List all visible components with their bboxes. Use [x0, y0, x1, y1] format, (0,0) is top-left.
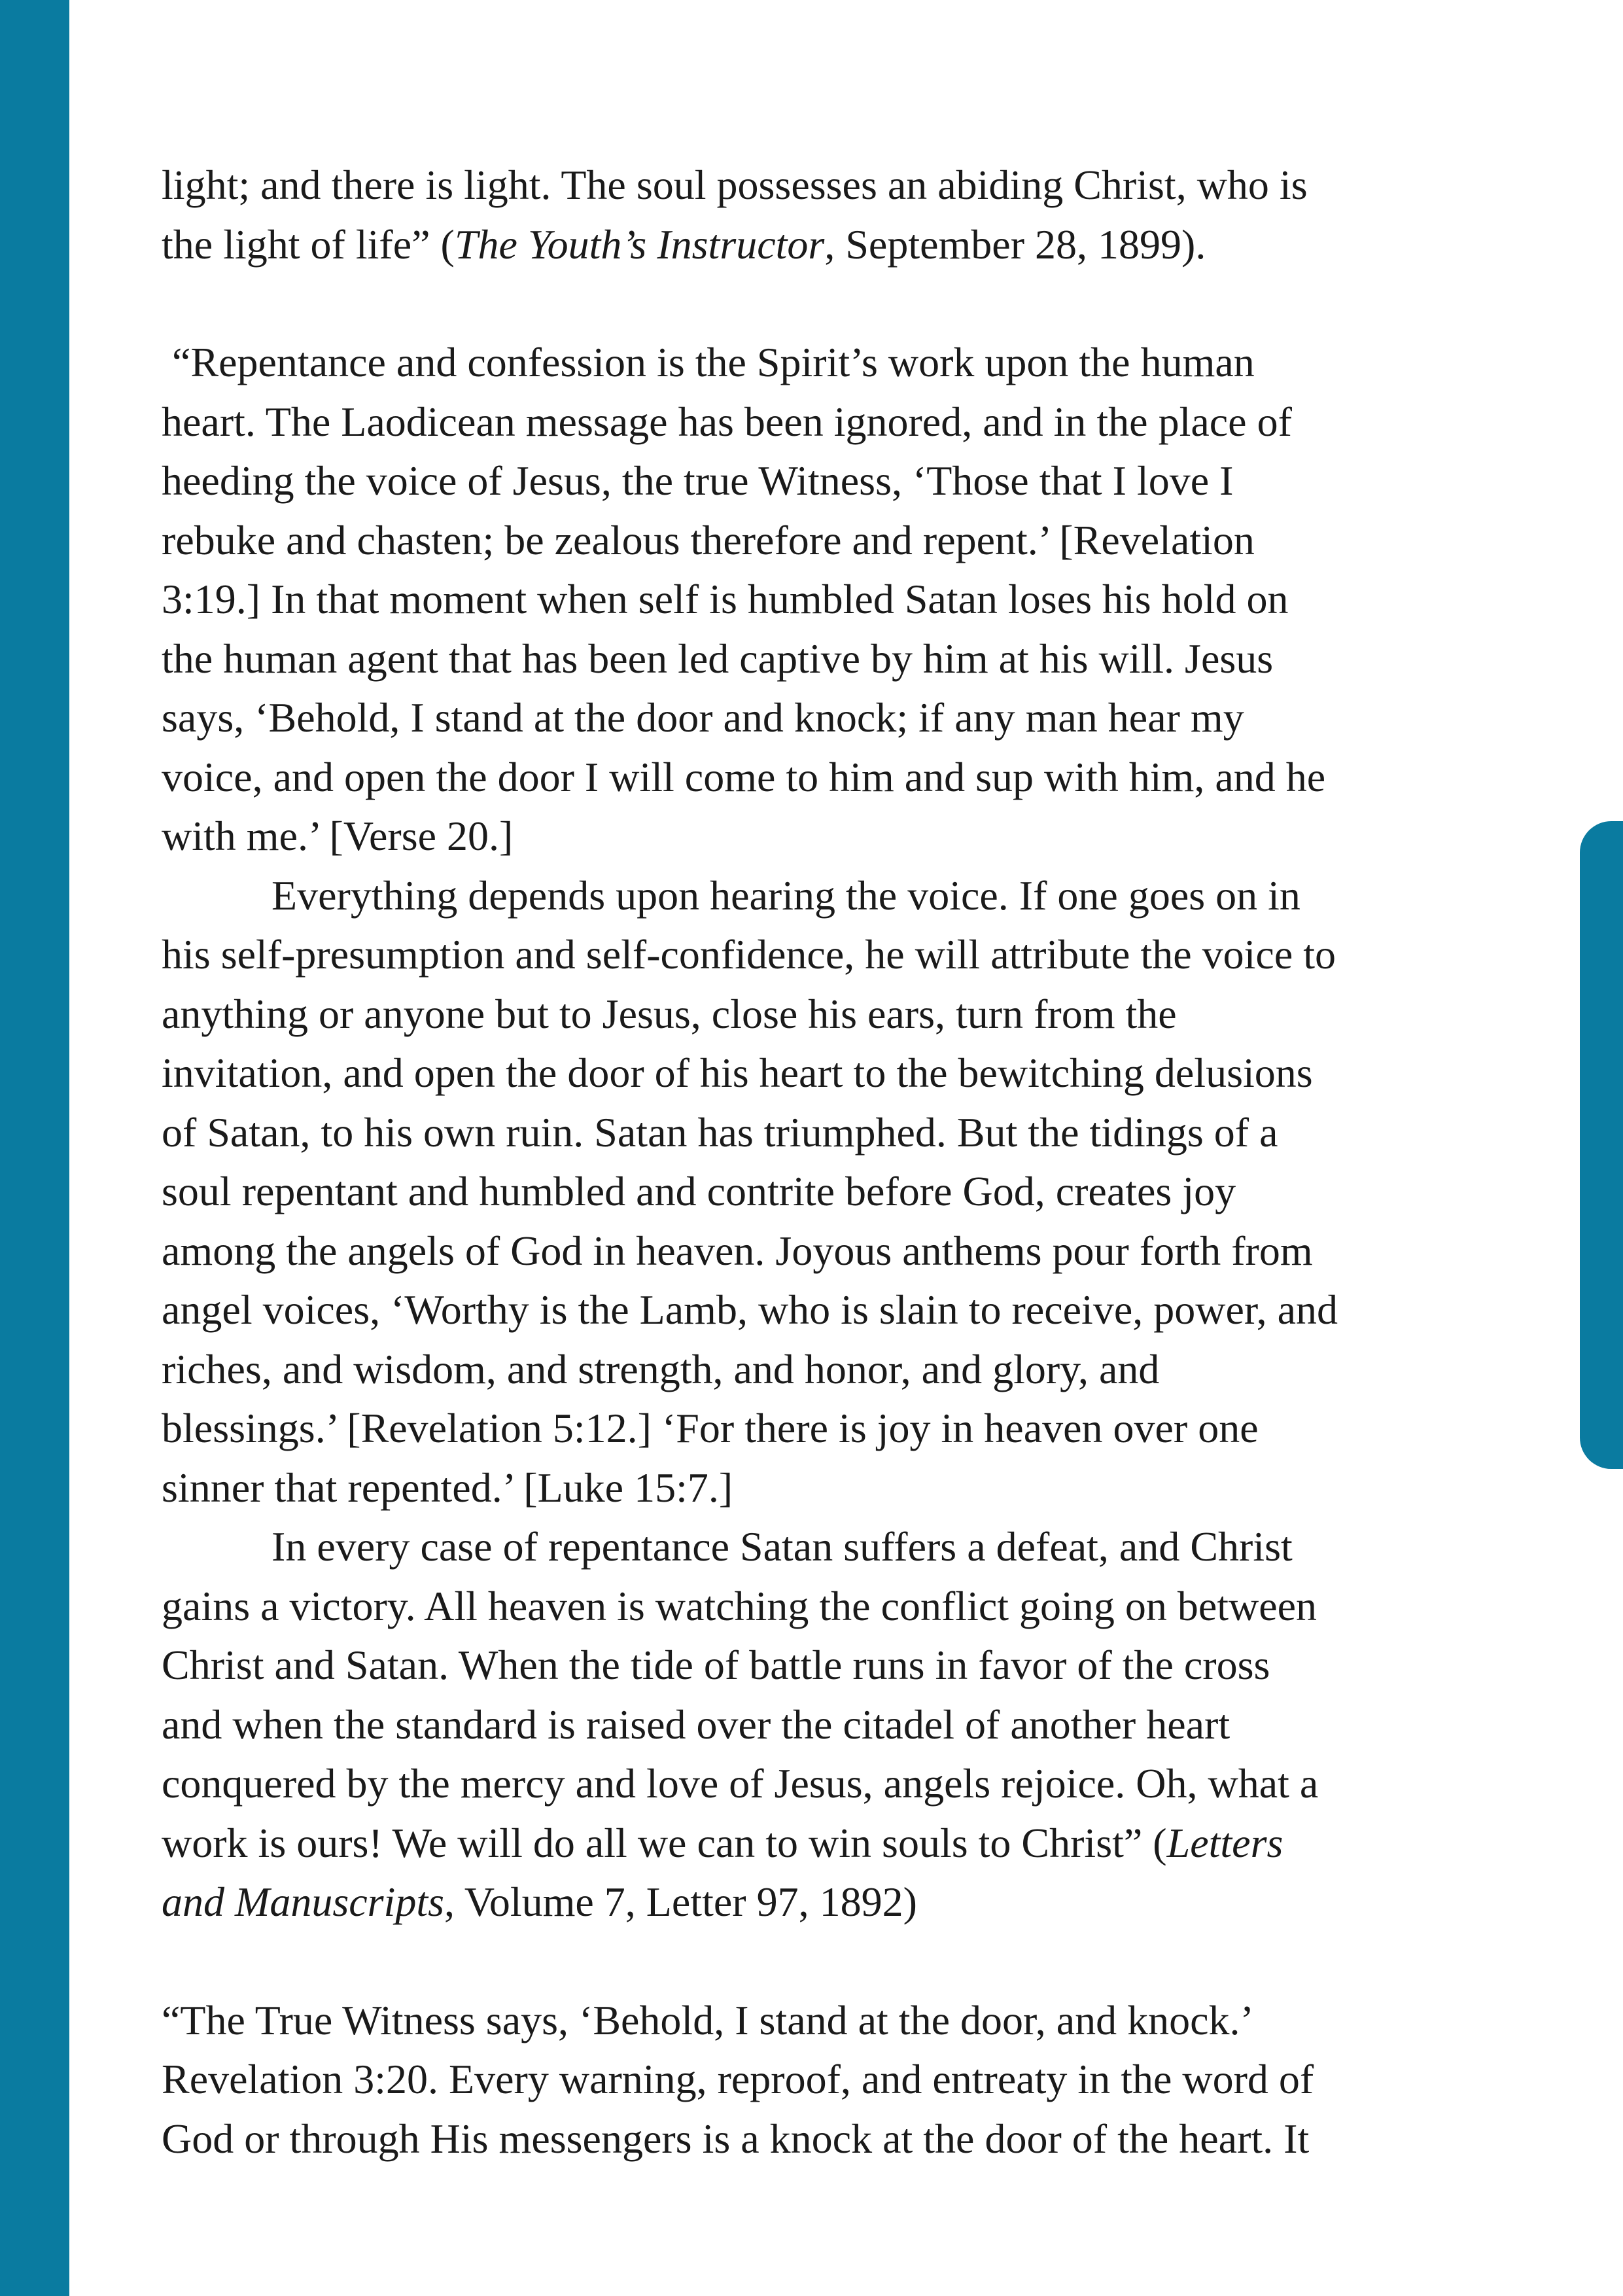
text-span: , Volume 7, Letter 97, 1892) — [444, 1879, 917, 1925]
text-line: anything or anyone but to Jesus, close his ears, turn from the — [162, 990, 1177, 1037]
text-line: invitation, and open the door of his heart to the bewitching delusions — [162, 1050, 1313, 1096]
citation-title: The Youth’s Instructor — [454, 221, 825, 268]
text-line: 3:19.] In that moment when self is humbled Satan loses his hold on — [162, 576, 1289, 622]
text-line: conquered by the mercy and love of Jesus, angels rejoice. Oh, what a — [162, 1760, 1319, 1807]
text-line: “The True Witness says, ‘Behold, I stand at the door, and knock.’ — [162, 1996, 1254, 2043]
text-line: In every case of repentance Satan suffers a defeat, and Christ — [271, 1523, 1293, 1570]
chapter-side-tab — [1580, 821, 1623, 1469]
text-line: light; and there is light. The soul possesses an abiding Christ, who is — [162, 162, 1308, 208]
text-line: voice, and open the door I will come to him and sup with him, and he — [162, 753, 1326, 800]
text-line: rebuke and chasten; be zealous therefore and repent.’ [Revelation — [162, 516, 1255, 563]
text-line: Everything depends upon hearing the voice. If one goes on in — [271, 872, 1300, 919]
paragraph-5 — [162, 1991, 1470, 2169]
text-line: his self-presumption and self-confidence, he will attribute the voice to — [162, 931, 1336, 978]
text-line: blessings.’ [Revelation 5:12.] ‘For there is joy in heaven over one — [162, 1405, 1259, 1451]
text-line: soul repentant and humbled and contrite before God, creates joy — [162, 1168, 1236, 1214]
text-line: riches, and wisdom, and strength, and honor, and glory, and — [162, 1345, 1160, 1392]
text-line: heeding the voice of Jesus, the true Witness, ‘Those that I love I — [162, 457, 1234, 504]
paragraph-2 — [162, 333, 1470, 393]
text-line — [162, 1814, 1470, 1873]
text-line: angel voices, ‘Worthy is the Lamb, who is slain to receive, power, and — [162, 1286, 1338, 1333]
text-line: Revelation 3:20. Every warning, reproof, and entreaty in the word of — [162, 2056, 1314, 2102]
text-line: and when the standard is raised over the citadel of another heart — [162, 1701, 1230, 1748]
text-line — [162, 215, 1470, 275]
text-line: of Satan, to his own ruin. Satan has triumphed. But the tidings of a — [162, 1108, 1278, 1156]
paragraph-2-cont — [162, 393, 1470, 866]
text-line — [162, 1873, 1470, 1932]
paragraph-1 — [162, 156, 1470, 274]
text-line: Christ and Satan. When the tide of battle runs in favor of the cross — [162, 1642, 1270, 1688]
text-span: the light of life” ( — [162, 221, 455, 268]
citation-title: and Manuscripts — [162, 1879, 444, 1925]
text-span: work is ours! We will do all we can to win souls to Christ” ( — [162, 1819, 1167, 1866]
text-line: sinner that repented.’ [Luke 15:7.] — [162, 1464, 733, 1511]
paragraph-4 — [162, 1517, 1470, 1932]
page-body-text — [162, 156, 1470, 2168]
text-line: says, ‘Behold, I stand at the door and knock; if any man hear my — [162, 694, 1244, 741]
text-line: among the angels of God in heaven. Joyous anthems pour forth from — [162, 1227, 1313, 1274]
text-line: “Repentance and confession is the Spirit’s work upon the human — [172, 339, 1255, 385]
text-span: , September 28, 1899). — [824, 221, 1206, 268]
paragraph-3 — [162, 866, 1470, 1518]
text-line: God or through His messengers is a knock at the door of the heart. It — [162, 2115, 1310, 2162]
citation-title: Letters — [1166, 1819, 1283, 1866]
text-line: gains a victory. All heaven is watching the conflict going on between — [162, 1582, 1318, 1629]
text-line: the human agent that has been led captive by him at his will. Jesus — [162, 635, 1274, 682]
text-line: heart. The Laodicean message has been ignored, and in the place of — [162, 398, 1292, 445]
left-color-bar — [0, 0, 69, 2296]
text-line: with me.’ [Verse 20.] — [162, 813, 514, 859]
